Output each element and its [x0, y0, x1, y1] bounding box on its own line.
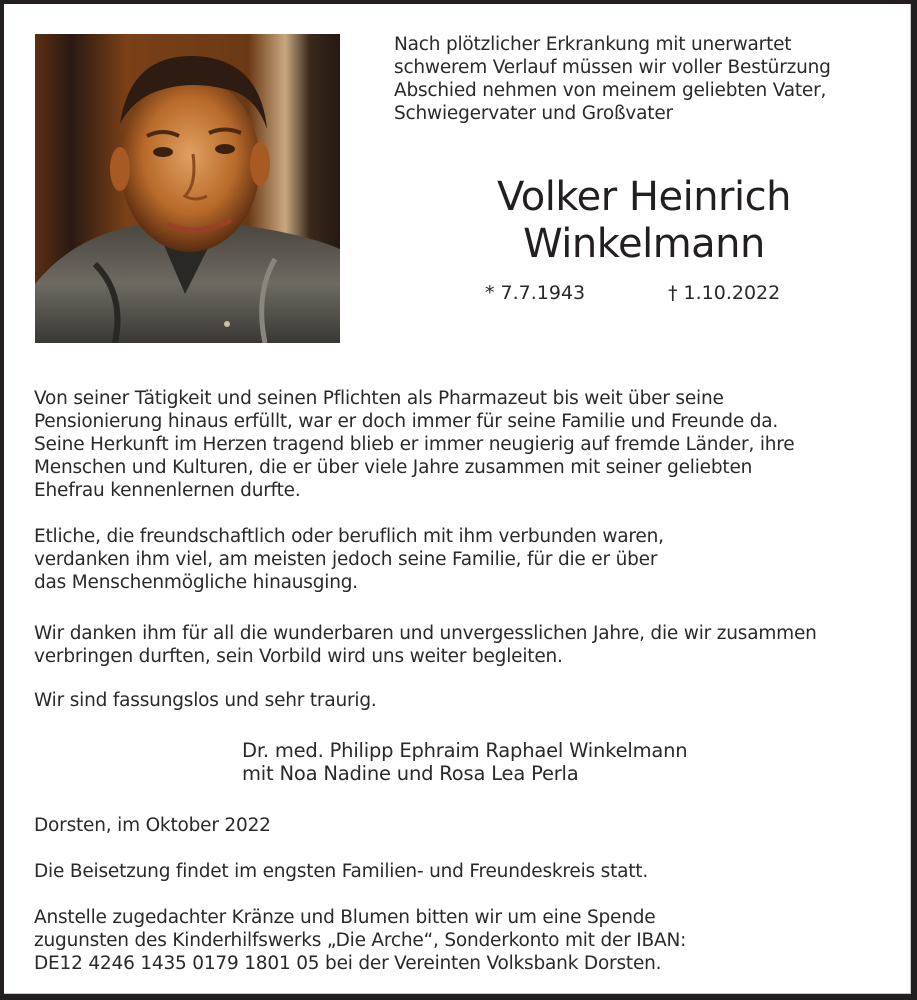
donation-line: DE12 4246 1435 0179 1801 05 bei der Vereinten Volksbank Dorsten. [34, 953, 662, 974]
paragraph-line: verbringen durften, sein Vorbild wird uns weiter begleiten. [34, 646, 563, 667]
paragraph-line: Etliche, die freundschaftlich oder beruflich mit ihm verbunden waren, [34, 526, 664, 547]
place-date-text: Dorsten, im Oktober 2022 [34, 815, 271, 836]
deceased-name [444, 174, 844, 268]
place-date [34, 814, 271, 837]
paragraph-grief [34, 689, 377, 712]
paragraph-line: Wir sind fassungslos und sehr traurig. [34, 690, 377, 711]
portrait-photo [35, 34, 340, 343]
birth-date: * 7.7.1943 [485, 282, 586, 304]
paragraph-line: Seine Herkunft im Herzen tragend blieb er immer neugierig auf fremde Länder, ihre [34, 434, 795, 455]
paragraph-line: Wir danken ihm für all die wunderbaren und unvergesslichen Jahre, die wir zusammen [34, 623, 817, 644]
burial-text: Die Beisetzung findet im engsten Familien- und Freundeskreis statt. [34, 861, 649, 882]
intro-line: Abschied nehmen von meinem geliebten Vater, [394, 80, 827, 101]
paragraph-thanks [34, 622, 817, 668]
donation-line: zugunsten des Kinderhilfswerks „Die Arche“, Sonderkonto mit der IBAN: [34, 930, 687, 951]
burial-note [34, 860, 648, 883]
intro-line: Schwiegervater und Großvater [394, 103, 673, 124]
donation-note [34, 906, 686, 975]
name-line: Winkelmann [523, 221, 765, 267]
obituary-notice [4, 4, 911, 994]
paragraph-friends [34, 525, 664, 594]
paragraph-line: verdanken ihm viel, am meisten jedoch seine Familie, für die er über [34, 549, 658, 570]
paragraph-line: das Menschenmögliche hinausging. [34, 572, 358, 593]
paragraph-line: Ehefrau kennenlernen durfte. [34, 480, 301, 501]
intro-text [394, 33, 831, 125]
name-line: Volker Heinrich [497, 174, 791, 220]
signers [242, 739, 687, 785]
signer-line: Dr. med. Philipp Ephraim Raphael Winkelmann [242, 739, 688, 762]
signer-line: mit Noa Nadine und Rosa Lea Perla [242, 762, 579, 785]
intro-line: schwerem Verlauf müssen wir voller Bestürzung [394, 57, 831, 78]
intro-line: Nach plötzlicher Erkrankung mit unerwartet [394, 34, 792, 55]
death-date: † 1.10.2022 [668, 282, 781, 304]
paragraph-line: Menschen und Kulturen, die er über viele Jahre zusammen mit seiner geliebten [34, 457, 753, 478]
donation-line: Anstelle zugedachter Kränze und Blumen bitten wir um eine Spende [34, 907, 656, 928]
paragraph-line: Pensionierung hinaus erfüllt, war er doch immer für seine Familie und Freunde da. [34, 411, 779, 432]
paragraph-biography [34, 387, 794, 502]
portrait-photo-icon [35, 34, 340, 343]
paragraph-line: Von seiner Tätigkeit und seinen Pflichten als Pharmazeut bis weit über seine [34, 388, 724, 409]
